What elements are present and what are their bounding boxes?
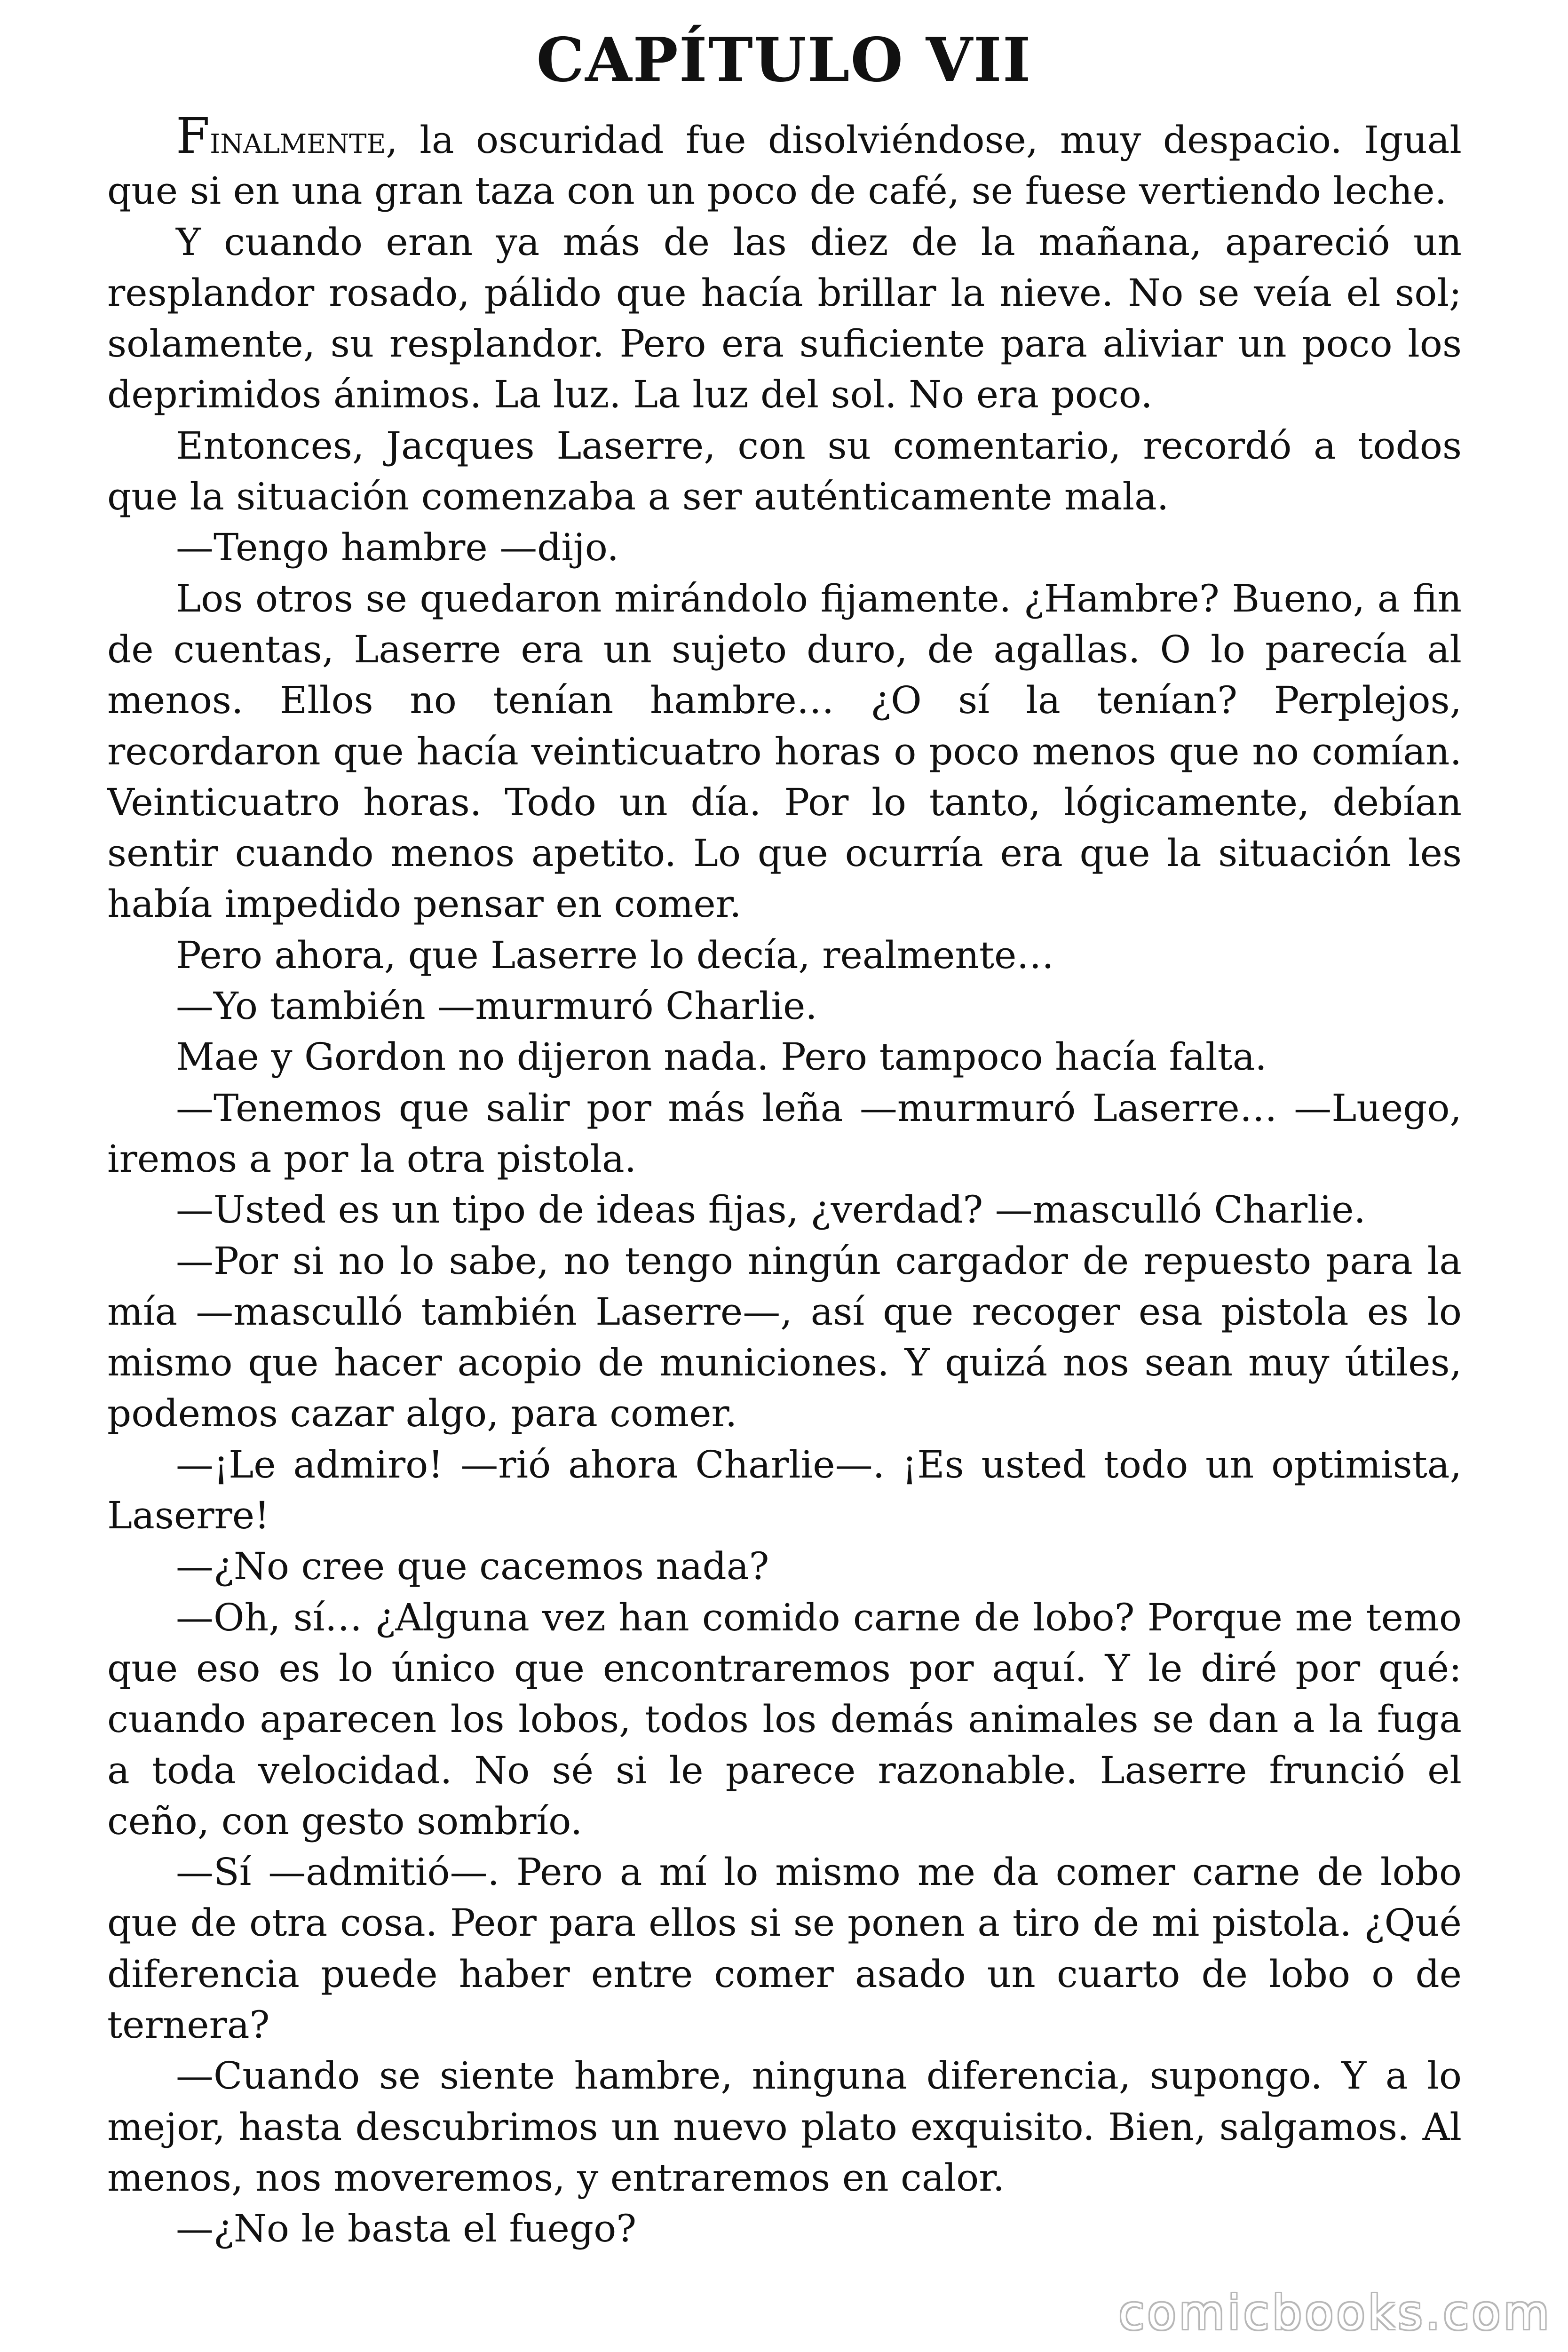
watermark-logo: comicbooks.com [1118, 2285, 1552, 2340]
paragraph: Pero ahora, que Laserre lo decía, realmente… [176, 933, 1054, 977]
dialogue-line: —Tengo hambre —dijo. [176, 525, 619, 570]
opening-paragraph [107, 107, 1462, 217]
opening-text: , la oscuridad fue disolviéndose, muy despacio. Igual que si en una gran taza con un poco de café, se fuese vertiendo leche. [107, 118, 1462, 213]
paragraph: Y cuando eran ya más de las diez de la mañana, apareció un resplandor rosado, pálido que hacía brillar la nieve. No se veía el sol; solamente, su resplandor. Pero era suficiente para aliviar un poco los deprimidos ánimos. La luz. La luz del sol. No era poco. [107, 220, 1462, 417]
dialogue-line: —Por si no lo sabe, no tengo ningún cargador de repuesto para la mía —masculló también Laserre—, así que recoger esa pistola es lo mismo que hacer acopio de municiones. Y quizá nos sean muy útiles, podemos cazar algo, para comer. [107, 1239, 1462, 1436]
small-caps-word: inalmente [210, 118, 386, 162]
dialogue-line: —¿No le basta el fuego? [176, 2207, 637, 2251]
chapter-title: CAPÍTULO VII [536, 25, 1032, 95]
dialogue-line: —¿No cree que cacemos nada? [176, 1544, 769, 1589]
drop-cap-letter: F [176, 107, 210, 165]
dialogue-line: —Oh, sí… ¿Alguna vez han comido carne de lobo? Porque me temo que eso es lo único que encontraremos por aquí. Y le diré por qué: cuando aparecen los lobos, todos los demás animales se dan a la fuga a toda velocidad. No sé si le parece razonable. Laserre frunció el ceño, con gesto sombrío. [107, 1595, 1462, 1843]
dialogue-line: —Usted es un tipo de ideas fijas, ¿verdad? —masculló Charlie. [176, 1188, 1366, 1232]
dialogue-line: —Tenemos que salir por más leña —murmuró Laserre… —Luego, iremos a por la otra pistola. [107, 1086, 1462, 1181]
paragraph: Entonces, Jacques Laserre, con su comentario, recordó a todos que la situación comenzaba a ser auténticamente mala. [107, 423, 1462, 519]
dialogue-line: —Sí —admitió—. Pero a mí lo mismo me da comer carne de lobo que de otra cosa. Peor para ellos si se ponen a tiro de mi pistola. ¿Qué diferencia puede haber entre comer asado un cuarto de lobo o de ternera? [107, 1850, 1462, 2047]
dialogue-line: —Yo también —murmuró Charlie. [176, 984, 817, 1028]
body-text [107, 107, 1462, 2254]
dialogue-line: —¡Le admiro! —rió ahora Charlie—. ¡Es usted todo un optimista, Laserre! [107, 1442, 1462, 1538]
paragraph: Mae y Gordon no dijeron nada. Pero tampoco hacía falta. [176, 1035, 1267, 1079]
paragraph: Los otros se quedaron mirándolo fijamente. ¿Hambre? Bueno, a fin de cuentas, Laserre era un sujeto duro, de agallas. O lo parecía al menos. Ellos no tenían hambre… ¿O sí la tenían? Perplejos, recordaron que hacía veinticuatro horas o poco menos que no comían. Veinticuatro horas. Todo un día. Por lo tanto, lógicamente, debían sentir cuando menos apetito. Lo que ocurría era que la situación les había impedido pensar en comer. [107, 576, 1462, 926]
dialogue-line: —Cuando se siente hambre, ninguna diferencia, supongo. Y a lo mejor, hasta descubrimos un nuevo plato exquisito. Bien, salgamos. Al menos, nos moveremos, y entraremos en calor. [107, 2054, 1462, 2200]
